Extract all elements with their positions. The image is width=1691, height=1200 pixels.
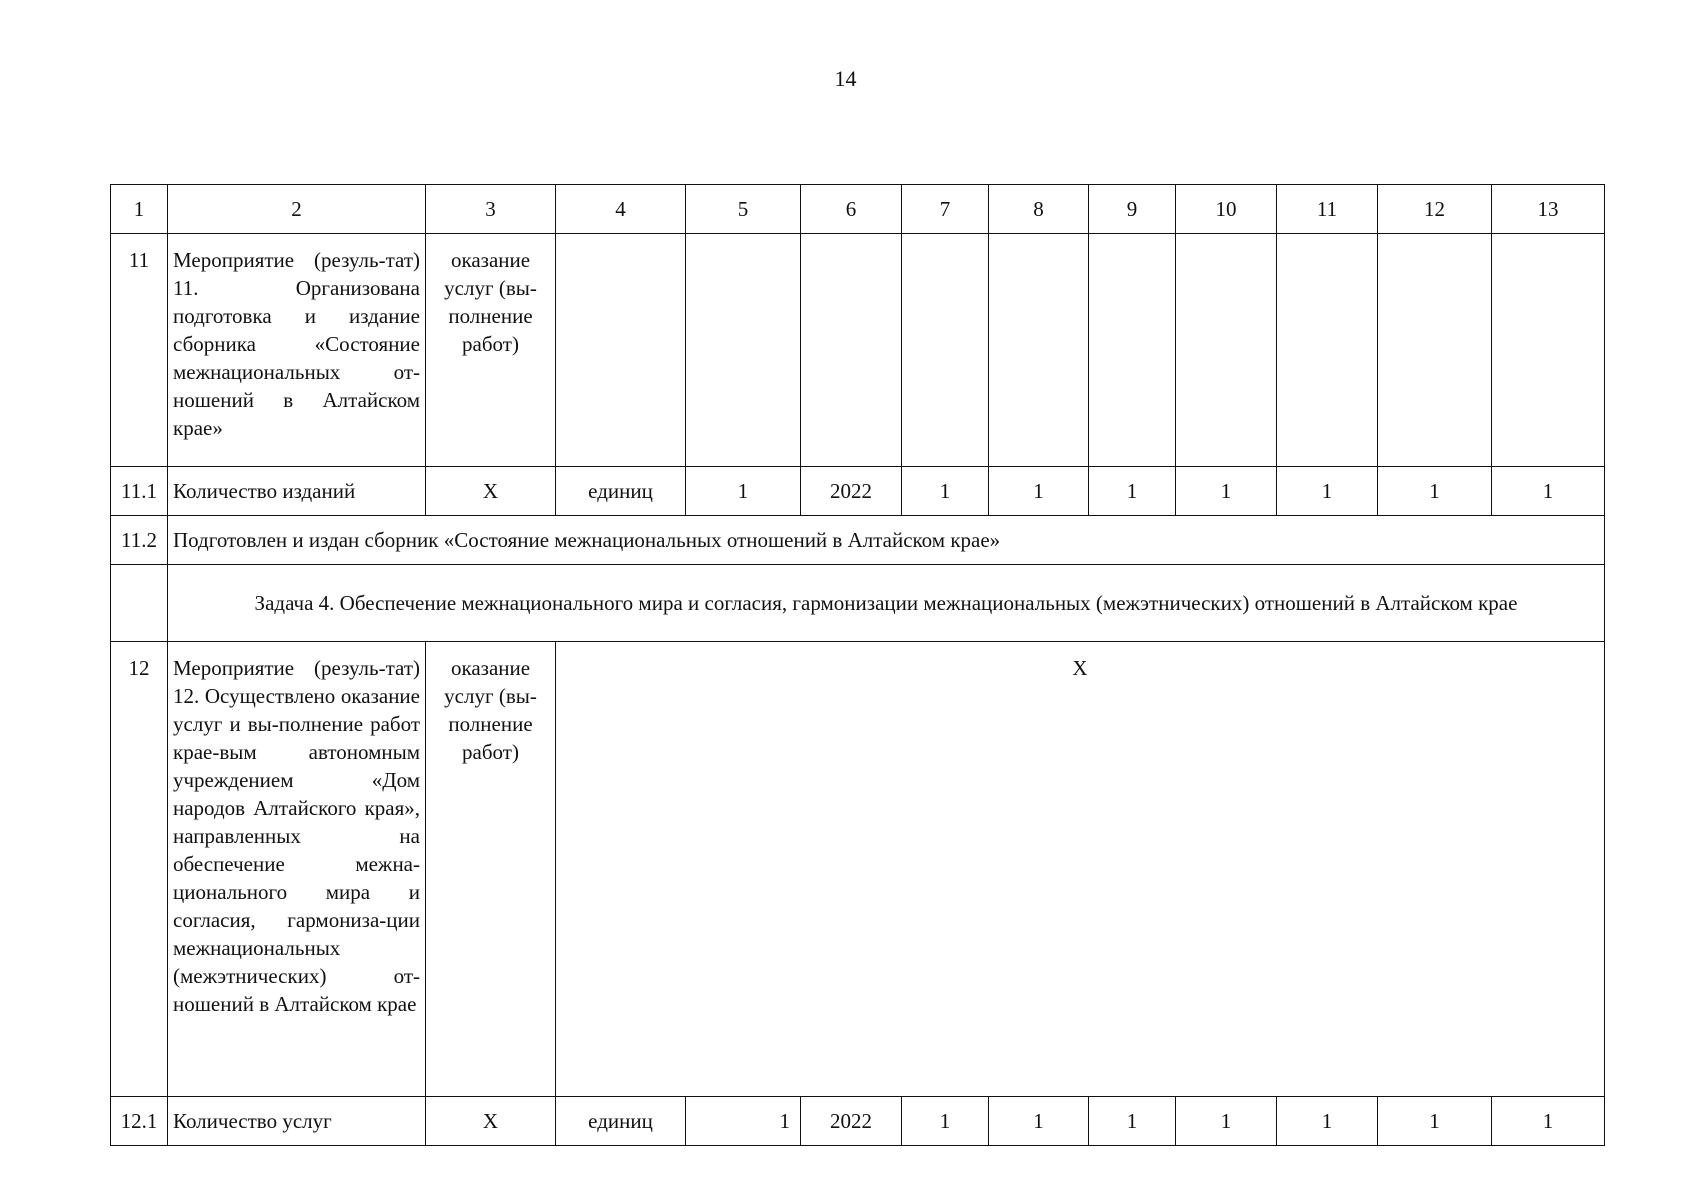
empty-cell (556, 234, 686, 467)
cell-col11: 1 (1277, 467, 1378, 516)
table-row-11-2 (111, 516, 1605, 565)
indicator-name: Количество услуг (168, 1097, 426, 1146)
row-number: 12.1 (111, 1097, 168, 1146)
cell-col11: 1 (1277, 1097, 1378, 1146)
cell-col7: 1 (902, 1097, 989, 1146)
year-cell: 2022 (801, 467, 902, 516)
header-cell: 3 (426, 185, 556, 234)
empty-cell (686, 234, 801, 467)
cell-col5: 1 (686, 1097, 801, 1146)
cell-col9: 1 (1089, 1097, 1176, 1146)
cell-col12: 1 (1378, 1097, 1492, 1146)
cell-col13: 1 (1492, 1097, 1605, 1146)
row-number: 11.1 (111, 467, 168, 516)
cell-col8: 1 (989, 467, 1089, 516)
page-number: 14 (834, 66, 857, 91)
table-row-11 (111, 234, 1605, 467)
row-number: 11.2 (111, 516, 168, 565)
header-row (111, 185, 1605, 234)
header-cell: 1 (111, 185, 168, 234)
header-cell: 8 (989, 185, 1089, 234)
cell-col7: 1 (902, 467, 989, 516)
header-cell: 6 (801, 185, 902, 234)
activity-name: Мероприятие (резуль-тат) 11. Организована подготовка и издание сборника «Состояние межнациональных от-ношений в Алтайском крае» (168, 234, 426, 467)
cell-col5: 1 (686, 467, 801, 516)
unit-cell: единиц (556, 1097, 686, 1146)
header-cell: 7 (902, 185, 989, 234)
plan-table (110, 184, 1605, 1146)
header-cell: 9 (1089, 185, 1176, 234)
cell-col10: 1 (1176, 467, 1277, 516)
task-row (111, 565, 1605, 642)
empty-cell (111, 565, 168, 642)
cell-col12: 1 (1378, 467, 1492, 516)
cell-col13: 1 (1492, 467, 1605, 516)
cell-col9: 1 (1089, 467, 1176, 516)
header-cell: 10 (1176, 185, 1277, 234)
empty-cell (1277, 234, 1378, 467)
empty-cell (1176, 234, 1277, 467)
cell-col3: X (426, 1097, 556, 1146)
cell-col3: X (426, 467, 556, 516)
row-number: 12 (111, 642, 168, 1097)
activity-type: оказание услуг (вы-полнение работ) (426, 234, 556, 467)
header-cell: 11 (1277, 185, 1378, 234)
empty-cell (801, 234, 902, 467)
table-row-12-1 (111, 1097, 1605, 1146)
unit-cell: единиц (556, 467, 686, 516)
header-cell: 5 (686, 185, 801, 234)
header-cell: 4 (556, 185, 686, 234)
header-cell: 13 (1492, 185, 1605, 234)
empty-cell (902, 234, 989, 467)
cell-col8: 1 (989, 1097, 1089, 1146)
cell-col10: 1 (1176, 1097, 1277, 1146)
year-cell: 2022 (801, 1097, 902, 1146)
activity-type: оказание услуг (вы-полнение работ) (426, 642, 556, 1097)
empty-cell (1492, 234, 1605, 467)
table-row-12 (111, 642, 1605, 1097)
indicator-name: Количество изданий (168, 467, 426, 516)
header-cell: 12 (1378, 185, 1492, 234)
empty-cell (989, 234, 1089, 467)
header-cell: 2 (168, 185, 426, 234)
row-number: 11 (111, 234, 168, 467)
empty-cell (1378, 234, 1492, 467)
task-heading: Задача 4. Обеспечение межнационального мира и согласия, гармонизации межнациональных (межэтнических) отношений в Алтайском крае (168, 565, 1605, 642)
empty-cell (1089, 234, 1176, 467)
merged-x-cell: X (556, 642, 1605, 1097)
activity-name: Мероприятие (резуль-тат) 12. Осуществлено оказание услуг и вы-полнение работ крае-вым автономным учреждением «Дом народов Алтайского края», направленных на обеспечение межна-ционального мира и согласия, гармониза-ции межнациональных (межэтнических) от-ношений в Алтайском крае (168, 642, 426, 1097)
table-row-11-1 (111, 467, 1605, 516)
result-description: Подготовлен и издан сборник «Состояние межнациональных отношений в Алтайском крае» (168, 516, 1605, 565)
